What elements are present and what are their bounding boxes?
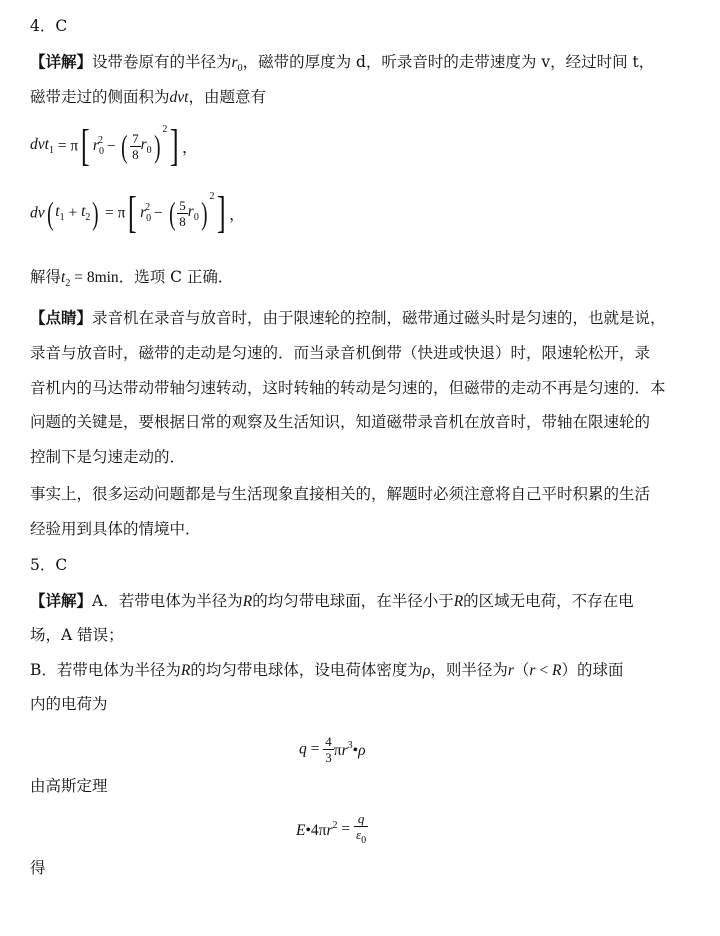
math-R: R (551, 662, 562, 679)
paren-close: ) (200, 195, 208, 232)
q4-note-line-2: 录音与放音时，磁带的走动是匀速的．而当录音机倒带（快进或快退）时，限速轮松开，录 (30, 344, 651, 362)
eq2-comma: ， (229, 206, 245, 224)
eq2-equals: = π (104, 204, 126, 222)
eq2-minus: − (153, 204, 163, 222)
q4-note-line-3: 音机内的马达带动带轴匀速转动，这时转轴的转动是匀速的，但磁带的走动不再是匀速的．本 (30, 379, 666, 397)
math-dvt: dvt (169, 89, 189, 106)
result-text: 解得 (30, 268, 62, 286)
eq2-lhs: dv (30, 204, 45, 222)
detail-text: ，磁带的厚度为 d，听录音时的走带速度为 v，经过时间 t， (242, 53, 655, 71)
q5-b-line-1 (30, 660, 623, 681)
eq1-outer-sup: 2 (162, 124, 168, 135)
eq2-plus: + (68, 204, 78, 222)
eq-e-equals: = (337, 820, 355, 838)
math-rho: ρ (422, 662, 431, 679)
equation-gauss (296, 811, 368, 848)
question-4-number: 4．C (30, 17, 68, 35)
eq2-r0sq: $r_0^2$ (140, 202, 152, 225)
detail-text: 磁带走过的侧面积为 (30, 88, 170, 106)
q4-result-line (30, 267, 233, 294)
question-5-number: 5．C (30, 556, 68, 574)
math-R: R (180, 662, 191, 679)
paren-close: ) (153, 128, 161, 165)
b-text: B．若带电体为半径为 (30, 661, 181, 679)
equation-1 (30, 121, 198, 172)
paren-open: ( (46, 195, 54, 232)
eq1-r0sq: $r_0^2$ (92, 135, 104, 158)
equation-2 (30, 188, 245, 239)
q5-de-line: 得 (30, 859, 46, 877)
eq-q-fraction: $\frac{4}{3}$ (325, 734, 332, 765)
eq-q-rest: $\pi r^3•\rho$ (333, 739, 366, 759)
b-text: ）的球面 (561, 661, 624, 679)
math-R: R (242, 593, 253, 610)
note-label: 【点睛】 (30, 308, 93, 327)
eq2-outer-sup: 2 (209, 191, 215, 202)
eq1-equals: = π (57, 137, 79, 155)
eq1-comma: ， (181, 139, 198, 157)
q4-fact-line-2: 经验用到具体的情境中． (30, 520, 201, 538)
result-text: ．选项 C 正确． (118, 268, 234, 286)
eq1-fraction: $\frac{7}{8}$ (132, 130, 139, 162)
detail-text: 的区域无电荷，不存在电 (463, 592, 634, 610)
eq2-r0: $r_0$ (187, 203, 199, 224)
q5-gauss-line: 由高斯定理 (30, 777, 108, 795)
eq-q-lhs: q (299, 740, 307, 758)
q4-note-line-4: 问题的关键是，要根据日常的观察及生活知识，知道磁带录音机在放音时，带轴在限速轮的 (30, 413, 651, 431)
q4-fact-line-1: 事实上，很多运动问题都是与生活现象直接相关的，解题时必须注意将自己平时积累的生活 (30, 485, 651, 503)
eq-e-fraction: $\frac{q}{\varepsilon_0}$ (356, 811, 367, 846)
equation-charge (299, 734, 366, 765)
q5-detail-line-1 (30, 591, 634, 612)
math-r: r (529, 662, 536, 679)
paren-open: ( (121, 128, 128, 165)
q4-detail-line-1 (30, 52, 654, 79)
math-t2: $t_2$ (61, 269, 71, 289)
q5-detail-line-2: 场，A 错误； (30, 626, 124, 644)
detail-label: 【详解】 (30, 52, 93, 71)
bracket-close: ] (217, 188, 227, 238)
detail-text: 的均匀带电球面，在半径小于 (252, 592, 454, 610)
q4-note-line-5: 控制下是匀速走动的． (30, 448, 186, 466)
detail-text: 设带卷原有的半径为 (92, 53, 232, 71)
eq2-fraction: $\frac{5}{8}$ (179, 197, 186, 229)
q5-b-line-2: 内的电荷为 (30, 695, 108, 713)
paren-open: ( (168, 195, 176, 232)
eq-e-lhs: $E•4\pi r^2$ (296, 819, 338, 839)
b-text: 的均匀带电球体，设电荷体密度为 (190, 661, 423, 679)
math-r0: $r_0$ (231, 54, 243, 74)
math-r: r (507, 662, 514, 679)
b-text: ，则半径为 (430, 661, 508, 679)
eq-q-equals: = (306, 740, 324, 758)
eq1-minus: − (106, 137, 116, 155)
q4-detail-line-2 (30, 87, 266, 108)
math-value: = 8min (70, 269, 119, 286)
bracket-open: [ (81, 121, 90, 171)
bracket-close: ] (170, 121, 180, 171)
note-text: 录音机在录音与放音时，由于限速轮的控制，磁带通过磁头时是匀速的，也就是说， (92, 309, 666, 327)
math-lt: < (535, 662, 552, 679)
detail-label: 【详解】 (30, 591, 93, 610)
paren-close: ) (92, 195, 99, 232)
bracket-open: [ (128, 188, 138, 238)
detail-text: A．若带电体为半径为 (92, 592, 243, 610)
eq1-lhs: dvt$_1$ (30, 136, 54, 157)
eq1-r0: $r_0$ (140, 136, 152, 157)
detail-text: ，由题意有 (188, 88, 266, 106)
eq2-t2: $t_2$ (81, 203, 91, 224)
eq2-t1: $t_1$ (55, 203, 65, 224)
b-text: （ (513, 661, 530, 679)
math-R: R (453, 593, 464, 610)
q4-note-line-1 (30, 308, 666, 328)
